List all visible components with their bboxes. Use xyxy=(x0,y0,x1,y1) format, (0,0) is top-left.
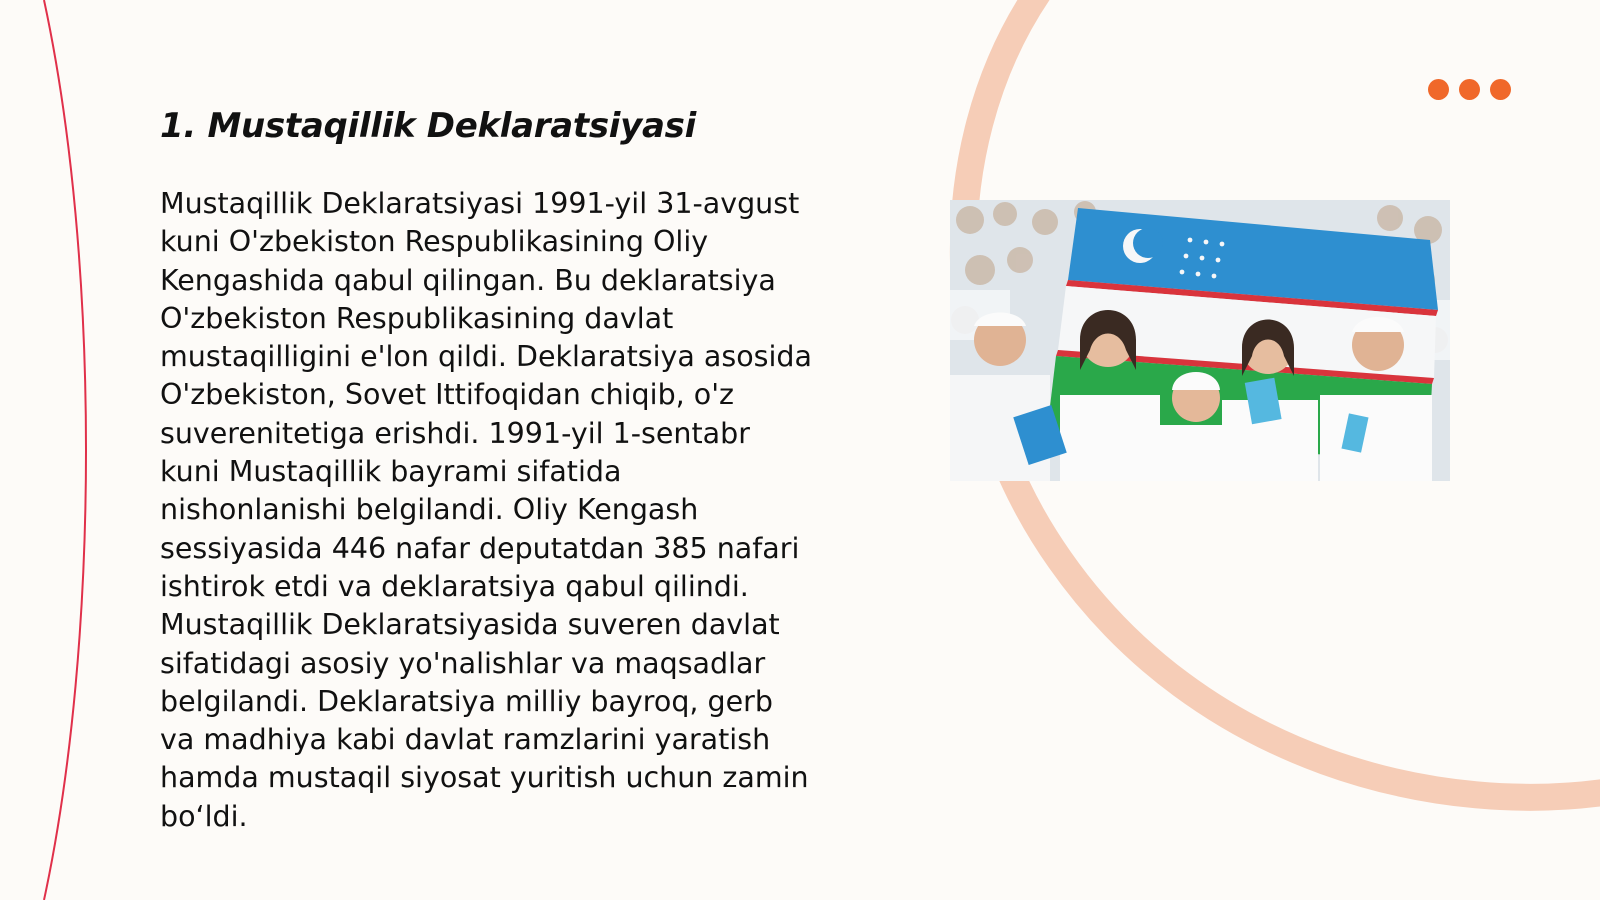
paragraph-line: O'zbekiston Respublikasining davlat xyxy=(160,301,674,335)
paragraph-line: mustaqilligini e'lon qildi. Deklaratsiya asosida xyxy=(160,340,812,374)
paragraph-line: hamda mustaqil siyosat yuritish uchun zamin xyxy=(160,761,809,795)
paragraph-line: ishtirok etdi va deklaratsiya qabul qilindi. xyxy=(160,569,749,603)
paragraph-line: kuni Mustaqillik bayrami sifatida xyxy=(160,455,622,489)
dot xyxy=(1459,79,1480,100)
dot xyxy=(1490,79,1511,100)
paragraph-line: O'zbekiston, Sovet Ittifoqidan chiqib, o'z xyxy=(160,378,735,412)
dot xyxy=(1428,79,1449,100)
paragraph-line: suverenitetiga erishdi. 1991-yil 1-sentabr xyxy=(160,416,750,450)
slide-title: 1. Mustaqillik Deklaratsiyasi xyxy=(160,106,696,146)
three-dots-icon xyxy=(1428,79,1511,101)
paragraph-line: va madhiya kabi davlat ramzlarini yaratish xyxy=(160,723,771,757)
paragraph-line: Mustaqillik Deklaratsiyasi 1991-yil 31-avgust xyxy=(160,187,800,220)
left-edge-curve xyxy=(44,0,86,900)
paragraph-line: Kengashida qabul qilingan. Bu deklaratsiya xyxy=(160,263,776,297)
paragraph-line: sessiyasida 446 nafar deputatdan 385 nafari xyxy=(160,531,800,565)
paragraph-line: Mustaqillik Deklaratsiyasida suveren davlat xyxy=(160,608,780,642)
paragraph-line: bo‘ldi. xyxy=(160,799,248,833)
paragraph-line: sifatidagi asosiy yo'nalishlar va maqsadlar xyxy=(160,646,766,680)
paragraph-line: nishonlanishi belgilandi. Oliy Kengash xyxy=(160,493,699,527)
paragraph-line: kuni O'zbekiston Respublikasining Oliy xyxy=(160,225,709,259)
slide-paragraph xyxy=(160,185,860,836)
photo-children-with-flag xyxy=(950,200,1450,481)
paragraph-line: belgilandi. Deklaratsiya milliy bayroq, gerb xyxy=(160,684,773,718)
